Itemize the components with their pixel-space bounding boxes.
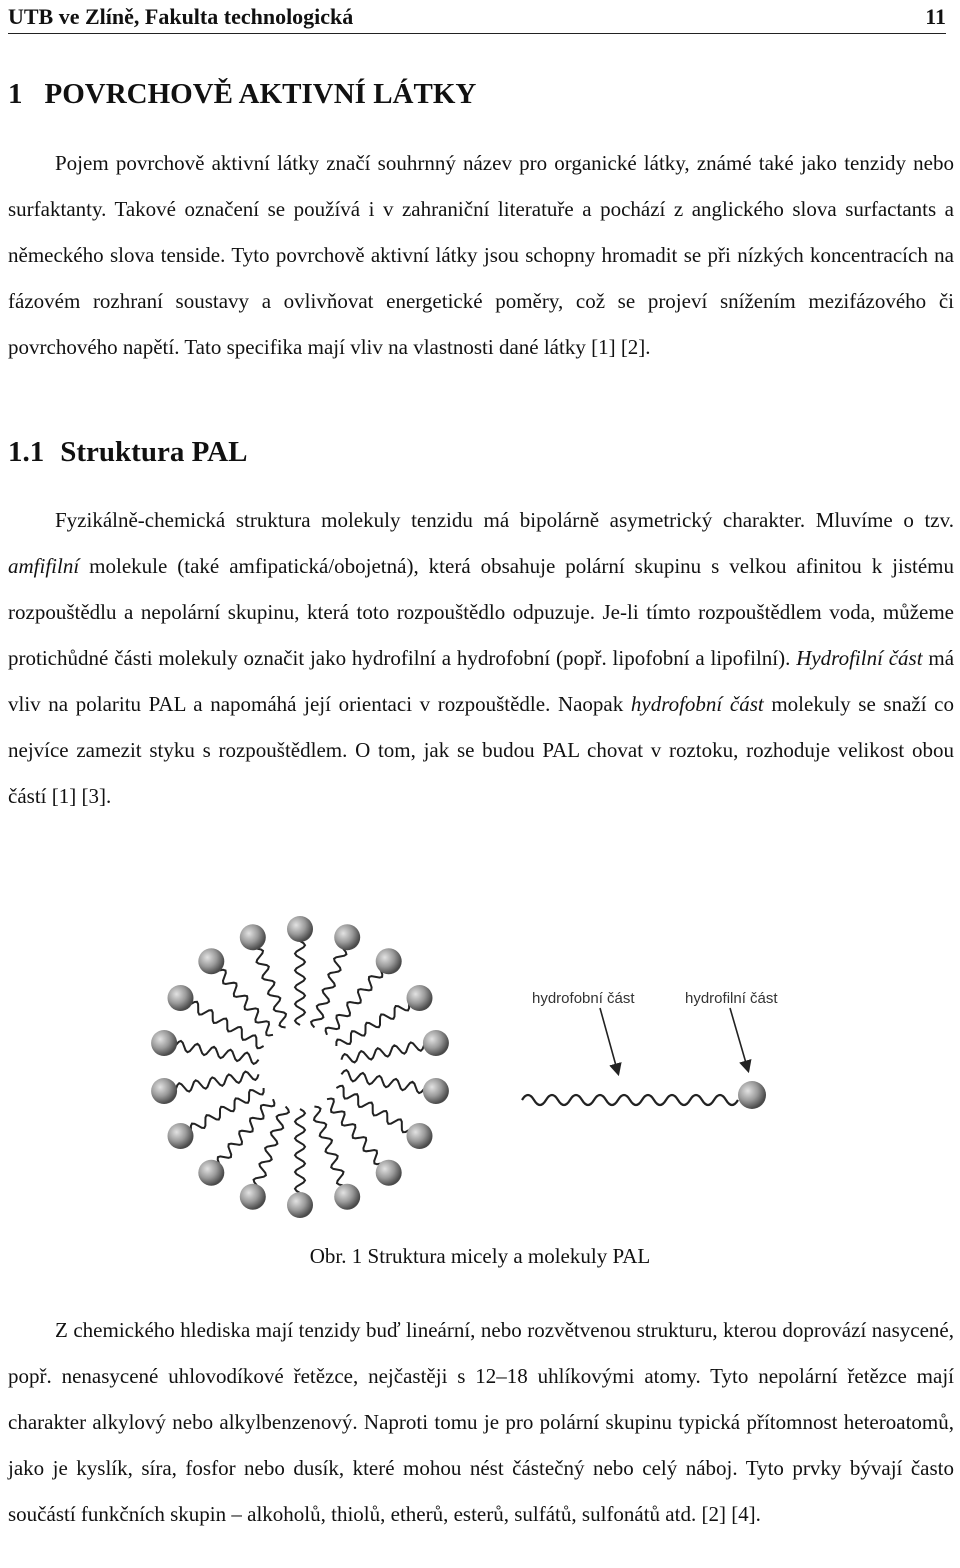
label-hydrophobic: hydrofobní část <box>532 990 635 1007</box>
text-run: má vliv na polaritu PAL a napomáhá její orientaci v rozpouštědle. Naopak <box>8 646 955 716</box>
chapter-number: 1 <box>8 78 23 110</box>
page-header <box>8 0 946 34</box>
micelle-head <box>287 916 313 942</box>
micelle-tail <box>295 941 305 1025</box>
hydrophilic-head <box>738 1081 766 1109</box>
micelle-figure <box>150 905 790 1230</box>
micelle-tail <box>314 1107 344 1186</box>
section-number: 1.1 <box>8 436 45 468</box>
label-hydrophilic: hydrofilní část <box>685 990 778 1007</box>
micelle-head <box>198 948 224 974</box>
micelle-head <box>376 1160 402 1186</box>
paragraph-intro-text: Pojem povrchově aktivní látky značí souhrnný název pro organické látky, známé také jako tenzidy nebo surfaktanty. Takové označení se používá i v zahraniční literatuře a pochází z anglického slova surfactants a německého slova tenside. Tyto povrchově aktivní látky jsou schopny hromadit se při nízkých koncentracích na fázovém rozhraní soustavy a ovlivňovat energetické poměry, což se projeví snížením mezifázového či povrchového napětí. Tato specifika mají vliv na vlastnosti dané látky [1] [2]. <box>8 151 954 359</box>
micelle-head <box>334 924 360 950</box>
micelle-head <box>407 1123 433 1149</box>
micelle-head <box>334 1184 360 1210</box>
micelle-tail <box>341 1070 424 1093</box>
paragraph-intro <box>8 140 954 370</box>
italic-term: amfifilní <box>8 554 80 578</box>
micelle-head <box>198 1160 224 1186</box>
micelle-tail <box>295 1109 305 1193</box>
page-number: 11 <box>925 4 946 29</box>
paragraph-structure <box>8 497 954 819</box>
micelle-head <box>168 985 194 1011</box>
chapter-title: POVRCHOVĚ AKTIVNÍ LÁTKY <box>44 78 477 110</box>
micelle-tail <box>341 1042 424 1062</box>
paragraph-chemistry-text: Z chemického hlediska mají tenzidy buď lineární, nebo rozvětvenou strukturu, kterou doprovází nasycené, popř. nenasycené uhlovodíkové řetězce, nejčastěji s 12–18 uhlíkovými atomy. Tyto nepolární řetězce mají charakter alkylový nebo alkylbenzenový. Naproti tomu je pro polární skupinu typická přítomnost heteroatomů, jako je kyslík, síra, fosfor nebo dusík, které mohou nést částečný nebo celý náboj. Tyto prvky bývají často součástí funkčních skupin – alkoholů, thiolů, etherů, esterů, sulfátů, sulfonátů atd. [2] [4]. <box>8 1318 954 1526</box>
micelle-head <box>240 1184 266 1210</box>
italic-term: hydrofobní část <box>630 692 764 716</box>
micelle-head <box>240 924 266 950</box>
micelle-tail <box>191 1088 264 1130</box>
micelle-head <box>423 1030 449 1056</box>
micelle-head <box>376 948 402 974</box>
micelle-tail <box>257 949 287 1028</box>
micelle-head <box>287 1192 313 1218</box>
micelle-diagram <box>151 916 449 1218</box>
text-run: Fyzikálně-chemická struktura molekuly tenzidu má bipolárně asymetrický charakter. Mluvíme o tzv. <box>55 508 954 532</box>
micelle-head <box>168 1123 194 1149</box>
micelle-tail <box>336 1004 409 1046</box>
micelle-head <box>423 1078 449 1104</box>
micelle-tail <box>176 1072 259 1092</box>
hydrophobic-tail <box>522 1095 738 1105</box>
figure-caption: Obr. 1 Struktura micely a molekuly PAL <box>309 1244 651 1268</box>
paragraph-chemistry <box>8 1307 954 1537</box>
chapter-heading <box>8 78 476 111</box>
section-title: Struktura PAL <box>60 436 248 468</box>
micelle-head <box>151 1030 177 1056</box>
text-run: molekule (také amfipatická/obojetná), která obsahuje polární skupinu s velkou afinitou k jistému rozpouštědlu a nepolární skupinu, která toto rozpouštědlo odpuzuje. Je-li tímto rozpouštědlem voda, můžeme protichůdné části molekuly označit jako hydrofilní a hydrofobní (popř. lipofobní a lipofilní). <box>8 554 954 670</box>
micelle-head <box>407 985 433 1011</box>
micelle-tail <box>176 1041 259 1064</box>
italic-term: Hydrofilní část <box>796 646 923 670</box>
single-molecule-diagram <box>522 990 778 1109</box>
arrow-hydrophobic <box>600 1008 618 1073</box>
arrow-hydrophilic <box>730 1008 748 1070</box>
text-run: molekuly se snaží co nejvíce zamezit styku s rozpouštědlem. O tom, jak se budou PAL chovat v roztoku, rozhoduje velikost obou částí [1] [3]. <box>8 692 954 808</box>
section-heading <box>8 436 247 469</box>
header-title: UTB ve Zlíně, Fakulta technologická <box>8 4 354 29</box>
micelle-head <box>151 1078 177 1104</box>
